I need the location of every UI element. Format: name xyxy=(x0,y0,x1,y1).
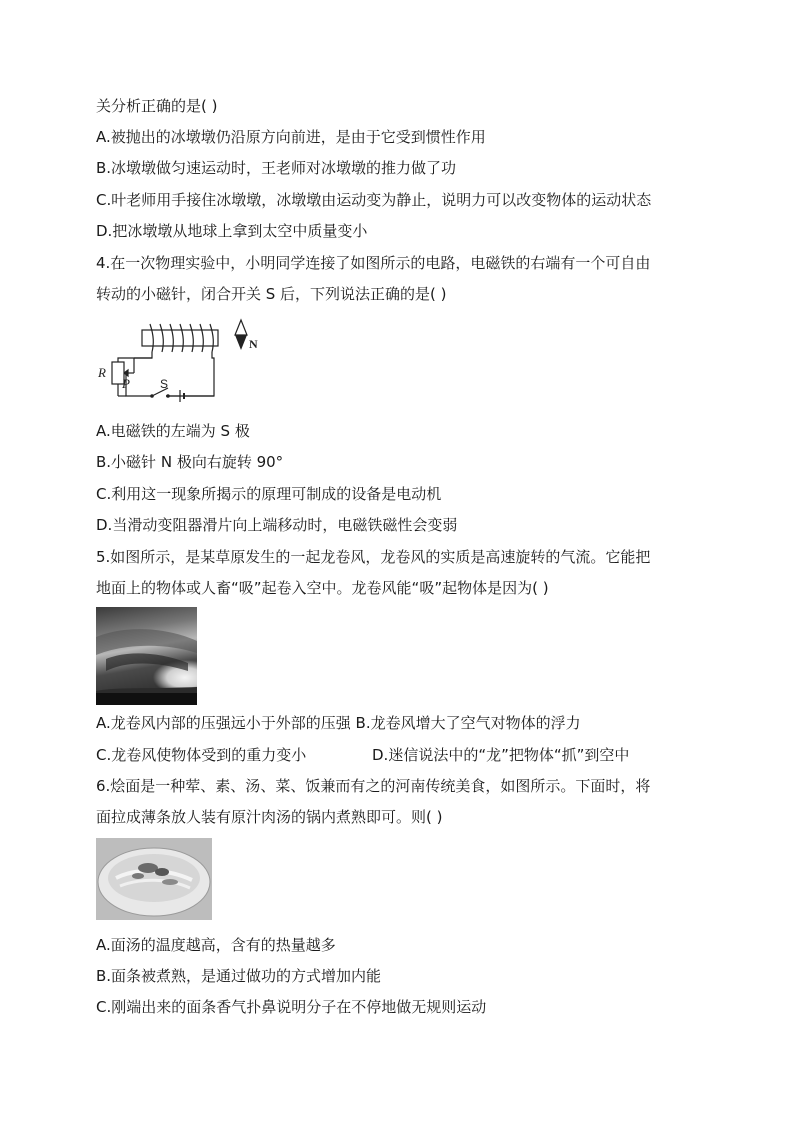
q5-option-d: D.迷信说法中的“龙”把物体“抓”到空中 xyxy=(372,746,630,764)
q4-stem-line-1: 4.在一次物理实验中，小明同学连接了如图所示的电路，电磁铁的右端有一个可自由 xyxy=(96,254,651,272)
q3-stem-tail: 关分析正确的是( ) xyxy=(96,97,218,115)
q3-option-d: D.把冰墩墩从地球上拿到太空中质量变小 xyxy=(96,222,368,240)
slider-label: P xyxy=(122,376,130,391)
q5-options-row-2 xyxy=(96,745,716,765)
q5-stem-line-1: 5.如图所示，是某草原发生的一起龙卷风，龙卷风的实质是高速旋转的气流。它能把 xyxy=(96,548,651,566)
q6-option-a: A.面汤的温度越高，含有的热量越多 xyxy=(96,936,336,954)
tornado-photo xyxy=(96,607,197,705)
north-label: N xyxy=(249,337,258,351)
resistor-label: R xyxy=(98,365,106,380)
q4-option-a: A.电磁铁的左端为 S 极 xyxy=(96,422,250,440)
q5-options-row-1: A.龙卷风内部的压强远小于外部的压强 B.龙卷风增大了空气对物体的浮力 xyxy=(96,714,581,732)
switch-label: S xyxy=(160,377,169,391)
q3-option-a: A.被抛出的冰墩墩仍沿原方向前进，是由于它受到惯性作用 xyxy=(96,128,486,146)
q5-option-c: C.龙卷风使物体受到的重力变小 xyxy=(96,746,307,764)
q4-circuit-diagram xyxy=(94,318,274,408)
q6-option-c: C.刚端出来的面条香气扑鼻说明分子在不停地做无规则运动 xyxy=(96,998,487,1016)
q4-option-d: D.当滑动变阻器滑片向上端移动时，电磁铁磁性会变弱 xyxy=(96,516,458,534)
q6-stem-line-1: 6.烩面是一种荤、素、汤、菜、饭兼而有之的河南传统美食，如图所示。下面时，将 xyxy=(96,777,651,795)
q3-option-c: C.叶老师用手接住冰墩墩，冰墩墩由运动变为静止，说明力可以改变物体的运动状态 xyxy=(96,191,652,209)
q4-stem-line-2: 转动的小磁针，闭合开关 S 后，下列说法正确的是( ) xyxy=(96,285,447,303)
q6-stem-line-2: 面拉成薄条放人装有原汁肉汤的锅内煮熟即可。则( ) xyxy=(96,808,443,826)
noodle-bowl-photo xyxy=(96,838,212,920)
q4-option-c: C.利用这一现象所揭示的原理可制成的设备是电动机 xyxy=(96,485,442,503)
q6-option-b: B.面条被煮熟，是通过做功的方式增加内能 xyxy=(96,967,382,985)
q3-option-b: B.冰墩墩做匀速运动时，王老师对冰墩墩的推力做了功 xyxy=(96,159,457,177)
q5-stem-line-2: 地面上的物体或人畜“吸”起卷入空中。龙卷风能“吸”起物体是因为( ) xyxy=(96,579,549,597)
compass-needle-icon xyxy=(235,320,247,335)
q4-option-b: B.小磁针 N 极向右旋转 90° xyxy=(96,453,284,471)
